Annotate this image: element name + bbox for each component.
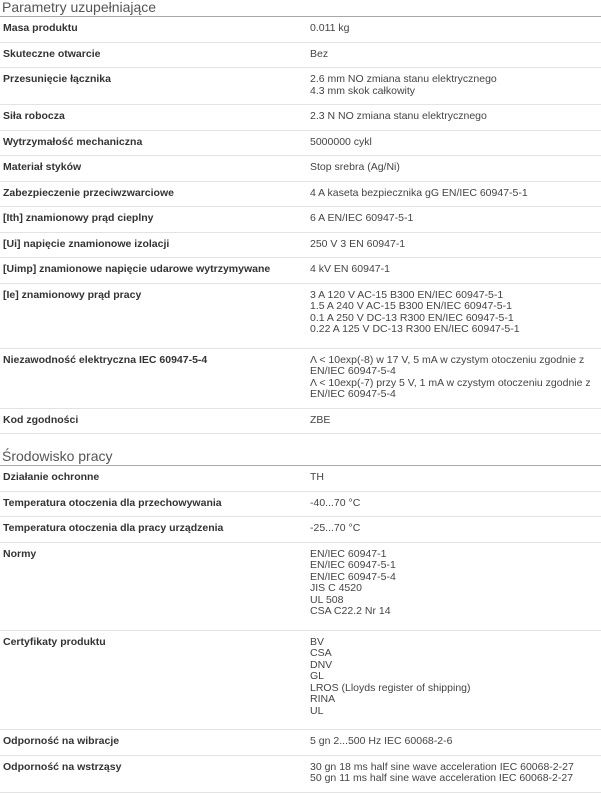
value-line: -25...70 °C <box>310 522 361 534</box>
row-label: Normy <box>0 542 308 630</box>
value-line: JIS C 4520 <box>310 582 362 594</box>
row-value <box>308 181 601 207</box>
table-row <box>0 156 601 182</box>
table-row <box>0 348 601 408</box>
value-line: UL <box>310 704 324 717</box>
value-line: Stop srebra (Ag/Ni) <box>310 161 400 173</box>
table-row <box>0 630 601 730</box>
row-value <box>308 491 601 517</box>
value-line: EN/IEC 60947-5-4 <box>310 570 396 583</box>
row-label: Odporność na wstrząsy <box>0 755 308 792</box>
value-line: 0.1 A 250 V DC-13 R300 EN/IEC 60947-5-1 <box>310 311 514 324</box>
row-label: Materiał styków <box>0 156 308 182</box>
row-label: Wytrzymałość mechaniczna <box>0 130 308 156</box>
table-row <box>0 466 601 491</box>
row-value <box>308 348 601 408</box>
value-line: Λ < 10exp(-8) w 17 V, 5 mA w czystym otoczeniu zgodnie z EN/IEC 60947-5-4 <box>310 353 585 377</box>
table-row <box>0 283 601 348</box>
row-label: Temperatura otoczenia dla pracy urządzenia <box>0 517 308 543</box>
table-row <box>0 68 601 105</box>
row-value <box>308 283 601 348</box>
row-value <box>308 232 601 258</box>
value-line: RINA <box>310 693 336 705</box>
row-value <box>308 105 601 131</box>
row-value <box>308 156 601 182</box>
value-line: TH <box>310 471 324 483</box>
value-line: 0.011 kg <box>310 22 350 34</box>
row-label: [Uimp] znamionowe napięcie udarowe wytrzymywane <box>0 258 308 284</box>
table-row <box>0 232 601 258</box>
row-label: [Ie] znamionowy prąd pracy <box>0 283 308 348</box>
row-value <box>308 68 601 105</box>
row-value <box>308 207 601 233</box>
value-line: LROS (Lloyds register of shipping) <box>310 681 471 694</box>
row-value <box>308 542 601 630</box>
table-row <box>0 42 601 68</box>
row-value <box>308 755 601 792</box>
row-value <box>308 630 601 730</box>
row-value <box>308 42 601 68</box>
value-line: EN/IEC 60947-5-1 <box>310 559 396 571</box>
value-line: Bez <box>310 47 329 60</box>
table-row <box>0 207 601 233</box>
value-line: CSA <box>310 647 332 659</box>
row-label: Skuteczne otwarcie <box>0 42 308 68</box>
value-line: Λ < 10exp(-7) przy 5 V, 1 mA w czystym otoczeniu zgodnie z EN/IEC 60947-5-4 <box>310 376 591 400</box>
value-line: 30 gn 18 ms half sine wave acceleration IEC 60068-2-27 <box>310 760 574 773</box>
value-line: 50 gn 11 ms half sine wave acceleration IEC 60068-2-27 <box>310 772 574 784</box>
value-line: 4.3 mm skok całkowity <box>310 84 416 97</box>
table-row <box>0 130 601 156</box>
row-label: Temperatura otoczenia dla przechowywania <box>0 491 308 517</box>
row-value <box>308 258 601 284</box>
table-row <box>0 17 601 42</box>
table-row <box>0 755 601 792</box>
value-line: BV <box>310 635 325 648</box>
table-row <box>0 542 601 630</box>
row-value <box>308 466 601 491</box>
table-row <box>0 517 601 543</box>
row-label: [Ith] znamionowy prąd cieplny <box>0 207 308 233</box>
spec-table-srodowisko <box>0 466 601 793</box>
value-line: DNV <box>310 658 333 671</box>
value-line: ZBE <box>310 413 331 426</box>
value-line: 3 A 120 V AC-15 B300 EN/IEC 60947-5-1 <box>310 288 504 301</box>
table-row <box>0 408 601 434</box>
value-line: 2.6 mm NO zmiana stanu elektrycznego <box>310 73 497 85</box>
row-value <box>308 17 601 42</box>
value-line: 1.5 A 240 V AC-15 B300 EN/IEC 60947-5-1 <box>310 300 512 312</box>
table-row <box>0 730 601 756</box>
table-row <box>0 105 601 131</box>
value-line: 4 A kaseta bezpiecznika gG EN/IEC 60947-5-1 <box>310 186 528 199</box>
table-row <box>0 491 601 517</box>
value-line: 5000000 cykl <box>310 135 372 148</box>
row-value <box>308 408 601 434</box>
value-line: 0.22 A 125 V DC-13 R300 EN/IEC 60947-5-1 <box>310 323 520 335</box>
row-label: [Ui] napięcie znamionowe izolacji <box>0 232 308 258</box>
row-label: Masa produktu <box>0 17 308 42</box>
row-label: Siła robocza <box>0 105 308 131</box>
row-label: Zabezpieczenie przeciwzwarciowe <box>0 181 308 207</box>
value-line: -40...70 °C <box>310 496 361 509</box>
row-label: Odporność na wibracje <box>0 730 308 756</box>
table-row <box>0 258 601 284</box>
row-label: Działanie ochronne <box>0 466 308 491</box>
row-value <box>308 730 601 756</box>
row-label: Niezawodność elektryczna IEC 60947-5-4 <box>0 348 308 408</box>
value-line: 2.3 N NO zmiana stanu elektrycznego <box>310 110 487 122</box>
value-line: 6 A EN/IEC 60947-5-1 <box>310 212 414 224</box>
section-title-parametry: Parametry uzupełniające <box>0 0 601 17</box>
value-line: GL <box>310 670 325 682</box>
table-row <box>0 181 601 207</box>
row-label: Kod zgodności <box>0 408 308 434</box>
section-title-srodowisko: Środowisko pracy <box>0 444 601 466</box>
row-label: Certyfikaty produktu <box>0 630 308 730</box>
value-line: 4 kV EN 60947-1 <box>310 263 390 275</box>
row-value <box>308 130 601 156</box>
value-line: 5 gn 2...500 Hz IEC 60068-2-6 <box>310 735 453 747</box>
value-line: EN/IEC 60947-1 <box>310 547 387 560</box>
row-value <box>308 517 601 543</box>
value-line: 250 V 3 EN 60947-1 <box>310 237 406 250</box>
value-line: UL 508 <box>310 593 344 606</box>
row-label: Przesunięcie łącznika <box>0 68 308 105</box>
value-line: CSA C22.2 Nr 14 <box>310 605 391 617</box>
spec-table-parametry <box>0 17 601 434</box>
